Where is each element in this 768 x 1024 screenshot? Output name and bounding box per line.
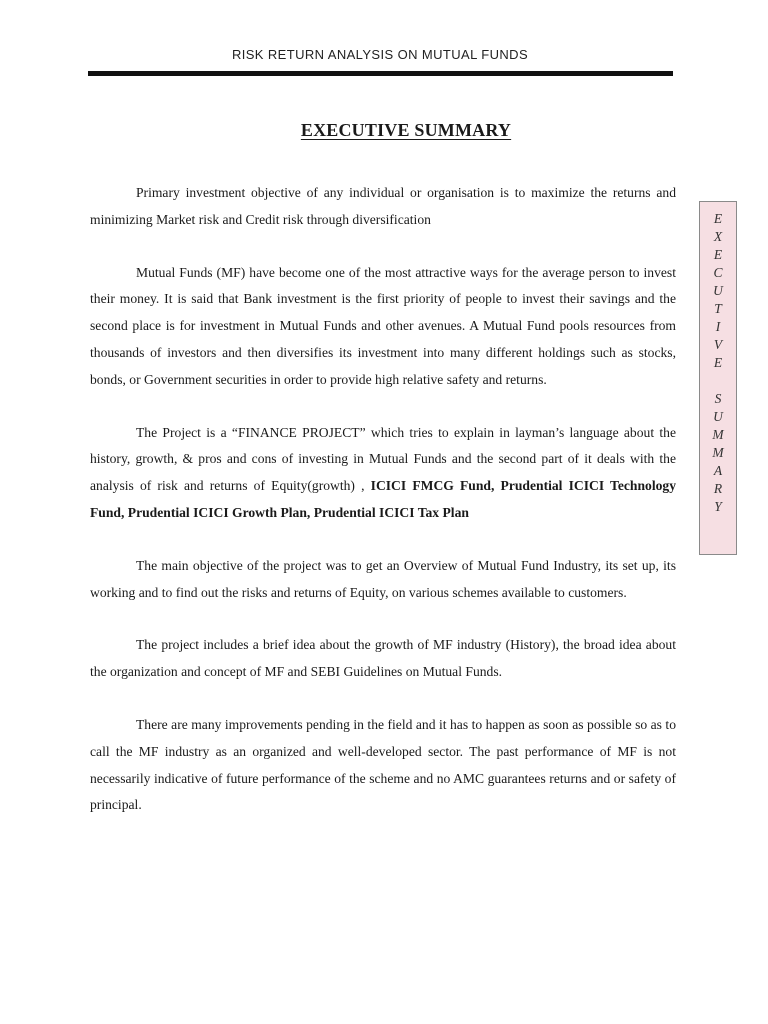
side-tab-letter: S [714, 391, 722, 406]
paragraph-text: There are many improvements pending in the field and it has to happen as soon as possible so as to call the MF industry as an organized and well-developed sector. The past performance of MF is not necessarily indicative of future performance of the scheme and no AMC guarantees returns and or safety of principal. [90, 716, 676, 813]
side-tab-letter: E [713, 355, 723, 370]
page-title: EXECUTIVE SUMMARY [300, 120, 512, 140]
paragraph-scope [90, 632, 676, 686]
side-tab-letter: C [713, 265, 723, 280]
paragraph-text: Mutual Funds (MF) have become one of the most attractive ways for the average person to invest their money. It is said that Bank investment is the first priority of people to invest their savings and the second place is for investment in Mutual Funds and other avenues. A Mutual Fund pools resources from thousands of investors and then diversifies its investment into many different holdings such as stocks, bonds, or Government securities in order to provide high relative safety and returns. [90, 264, 676, 387]
body-text [90, 180, 676, 845]
paragraph-improvements [90, 712, 676, 819]
side-tab-letter: M [712, 427, 724, 442]
paragraph-text: Primary investment objective of any individual or organisation is to maximize the returns and minimizing Market risk and Credit risk through diversification [90, 185, 676, 227]
side-tab-letter: U [713, 283, 723, 298]
fund-names: ICICI FMCG Fund, Prudential ICICI Technology Fund, Prudential ICICI Growth Plan, Prudential ICICI Tax Plan [90, 478, 676, 520]
paragraph-main-objective [90, 553, 676, 607]
side-tab-letter: T [714, 301, 722, 316]
side-tab-letter: A [713, 463, 723, 478]
side-tab-letter: I [715, 319, 721, 334]
side-tab-executive-summary [699, 201, 737, 555]
side-tab-letter: M [712, 445, 724, 460]
paragraph-objective [90, 180, 676, 234]
paragraph-project [90, 420, 676, 527]
paragraph-text: The project includes a brief idea about the growth of MF industry (History), the broad idea about the organization and concept of MF and SEBI Guidelines on Mutual Funds. [90, 637, 676, 680]
side-tab-letter: E [713, 211, 723, 226]
side-tab-letter: Y [714, 499, 722, 514]
running-header: RISK RETURN ANALYSIS ON MUTUAL FUNDS [231, 47, 529, 62]
side-tab-letter: R [713, 481, 723, 496]
side-tab-letter: E [713, 247, 723, 262]
paragraph-text: The main objective of the project was to get an Overview of Mutual Fund Industry, its set up, its working and to find out the risks and returns of Equity, on various schemes available to customers. [90, 557, 676, 600]
paragraph-text: The Project is a “FINANCE PROJECT” which tries to explain in layman’s language about the history, growth, & pros and cons of investing in Mutual Funds and the second part of it deals with the analysis of risk and returns of Equity(growth) , [90, 424, 676, 494]
side-tab-letter: U [713, 409, 723, 424]
paragraph-mutual-funds [90, 260, 676, 394]
side-tab-letter: X [713, 229, 723, 244]
header-rule [88, 71, 673, 76]
side-tab-letter: V [713, 337, 723, 352]
